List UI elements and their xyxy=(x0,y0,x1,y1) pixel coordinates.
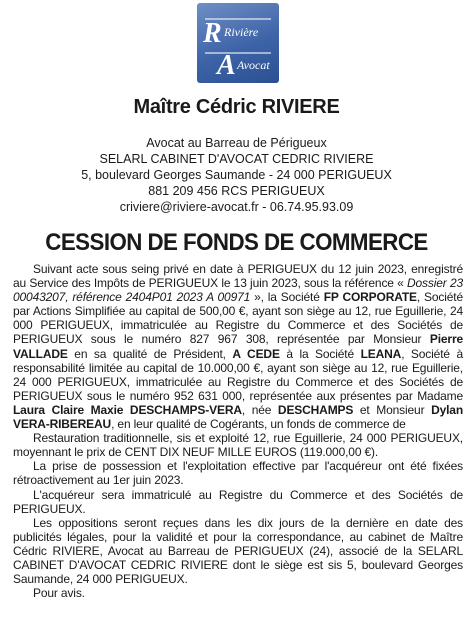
firm-name: SELARL CABINET D'AVOCAT CEDRIC RIVIERE xyxy=(99,152,374,166)
notice-title: CESSION DE FONDS DE COMMERCE xyxy=(45,229,428,256)
firm-address: 5, boulevard Georges Saumande - 24 000 PERIGUEUX xyxy=(81,168,392,182)
buyer-representative-1-maiden: DESCHAMPS xyxy=(277,402,354,417)
logo-line2: Avocat xyxy=(237,58,270,72)
svg-text:A: A xyxy=(217,50,236,81)
closing: Pour avis. xyxy=(33,586,85,601)
svg-text:R: R xyxy=(203,18,222,49)
paragraph-registration: L'acquéreur sera immatriculé au Registre du Commerce et des Sociétés de PERIGUEUX. xyxy=(13,487,463,516)
buyer-representative-2: Dylan VERA-RIBEREAU xyxy=(13,402,464,432)
buyer-representative-1: Laura Claire Maxie DESCHAMPS-VERA xyxy=(13,402,242,417)
notice-body xyxy=(13,262,463,600)
buyer-name: LEANA xyxy=(360,346,402,361)
firm-contact: criviere@riviere-avocat.fr - 06.74.95.93.09 xyxy=(119,200,354,214)
ceded-label: A CEDE xyxy=(232,346,280,361)
seller-representative: Pierre VALLADE xyxy=(13,332,463,361)
lawyer-name: Maître Cédric RIVIERE xyxy=(133,96,340,118)
logo-line1: Rivière xyxy=(224,25,259,39)
paragraph-oppositions: Les oppositions seront reçues dans les dix jours de la dernière en date des publicités légales, pour la validité et pour la correspondance, au cabinet de Maître Cédric RIVIERE, Avocat au Barreau de PERIGUEUX (24), associé de la SELARL CABINET D'AVOCAT CEDRIC RIVIERE dont le siège est sis 5, boulevard Georges Saumande, 24 000 PERIGUEUX. xyxy=(13,515,463,587)
reference-number: Dossier 23 00043207, référence 2404P01 2023 A 00971 xyxy=(13,276,463,305)
bar-affiliation: Avocat au Barreau de Périgueux xyxy=(146,136,327,150)
seller-name: FP CORPORATE xyxy=(323,290,417,305)
paragraph-business: Restauration traditionnelle, sis et exploité 12, rue Eguillerie, 24 000 PERIGUEUX, moyennant le prix de CENT DIX NEUF MILLE EUROS (119.000,00 €). xyxy=(13,431,463,460)
paragraph-sale: Suivant acte sous seing privé en date à PERIGUEUX du 12 juin 2023, enregistré au Service des Impôts de PERIGUEUX le 13 juin 2023, sous la référence « Dossier 23 00043207, référence 2404P01 2023 A 00971 », la Société FP CORPORATE, Société par Actions Simplifiée au capital de 500,00 €, ayant son siège au 12, rue Eguillerie, 24 000 PERIGUEUX, immatriculée au Registre du Commerce et des Sociétés de PERIGUEUX sous le numéro 827 967 308, représentée par Monsieur Pierre VALLADE en sa qualité de Président, A CEDE à la Société LEANA, Société à responsabilité limitée au capital de 10.000,00 €, ayant son siège au 12, rue Eguillerie, 24 000 PERIGUEUX, immatriculée au Registre du Commerce et des Sociétés de PERIGUEUX sous le numéro 952 631 000, représentée aux présentes par Madame Laura Claire Maxie DESCHAMPS-VERA, née DESCHAMPS et Monsieur Dylan VERA-RIBEREAU, en leur qualité de Cogérants, un fonds de commerce de xyxy=(13,262,464,432)
firm-rcs: 881 209 456 RCS PERIGUEUX xyxy=(148,184,325,198)
law-firm-logo xyxy=(197,3,279,83)
paragraph-possession: La prise de possession et l'exploitation effective par l'acquéreur ont été fixées rétroactivement au 1er juin 2023. xyxy=(13,459,463,488)
